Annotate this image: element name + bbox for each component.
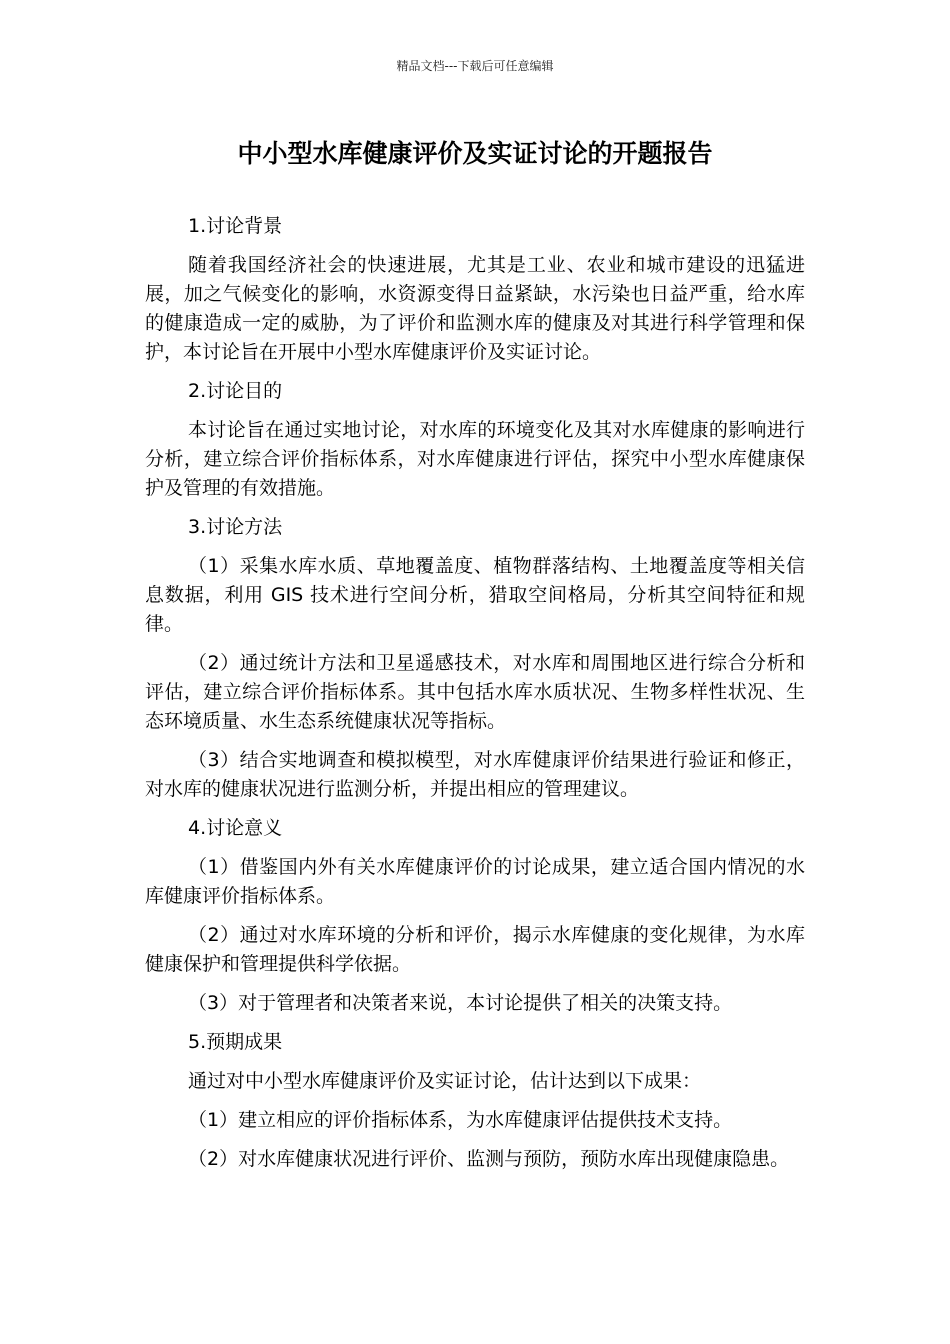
section-background: [145, 212, 805, 367]
section-heading: 5.预期成果: [188, 1031, 283, 1053]
list-item: （1）采集水库水质、草地覆盖度、植物群落结构、土地覆盖度等相关信息数据，利用 GIS 技术进行空间分析，猎取空间格局，分析其空间特征和规律。: [145, 555, 805, 635]
page-header: 精品文档---下载后可任意编辑: [396, 59, 554, 73]
section-heading: 3.讨论方法: [188, 516, 283, 538]
section-heading: 1.讨论背景: [188, 215, 283, 237]
list-item: （2）通过对水库环境的分析和评价，揭示水库健康的变化规律，为水库健康保护和管理提供科学依据。: [145, 924, 805, 975]
list-item: （1）建立相应的评价指标体系，为水库健康评估提供技术支持。: [188, 1109, 733, 1131]
list-item: （1）借鉴国内外有关水库健康评价的讨论成果，建立适合国内情况的水库健康评价指标体系。: [145, 856, 805, 907]
list-item: （2）通过统计方法和卫星遥感技术，对水库和周围地区进行综合分析和评估，建立综合评价指标体系。其中包括水库水质状况、生物多样性状况、生态环境质量、水生态系统健康状况等指标。: [145, 652, 805, 732]
section-significance: [145, 814, 805, 1018]
section-heading: 2.讨论目的: [188, 380, 283, 402]
section-heading: 4.讨论意义: [188, 817, 283, 839]
document-body: [145, 212, 805, 1184]
paragraph: 通过对中小型水库健康评价及实证讨论，估计达到以下成果：: [188, 1070, 702, 1092]
document-title: 中小型水库健康评价及实证讨论的开题报告: [237, 139, 713, 168]
section-methods: [145, 513, 805, 804]
paragraph: 随着我国经济社会的快速进展，尤其是工业、农业和城市建设的迅猛进展，加之气候变化的影响，水资源变得日益紧缺，水污染也日益严重，给水库的健康造成一定的威胁，为了评价和监测水库的健康及对其进行科学管理和保护，本讨论旨在开展中小型水库健康评价及实证讨论。: [145, 254, 805, 363]
list-item: （3）对于管理者和决策者来说，本讨论提供了相关的决策支持。: [188, 992, 733, 1014]
section-purpose: [145, 377, 805, 503]
list-item: （2）对水库健康状况进行评价、监测与预防，预防水库出现健康隐患。: [188, 1148, 790, 1170]
list-item: （3）结合实地调查和模拟模型，对水库健康评价结果进行验证和修正，对水库的健康状况进行监测分析，并提出相应的管理建议。: [145, 749, 805, 800]
paragraph: 本讨论旨在通过实地讨论，对水库的环境变化及其对水库健康的影响进行分析，建立综合评价指标体系，对水库健康进行评估，探究中小型水库健康保护及管理的有效措施。: [145, 419, 805, 499]
section-expected-results: [145, 1028, 805, 1174]
